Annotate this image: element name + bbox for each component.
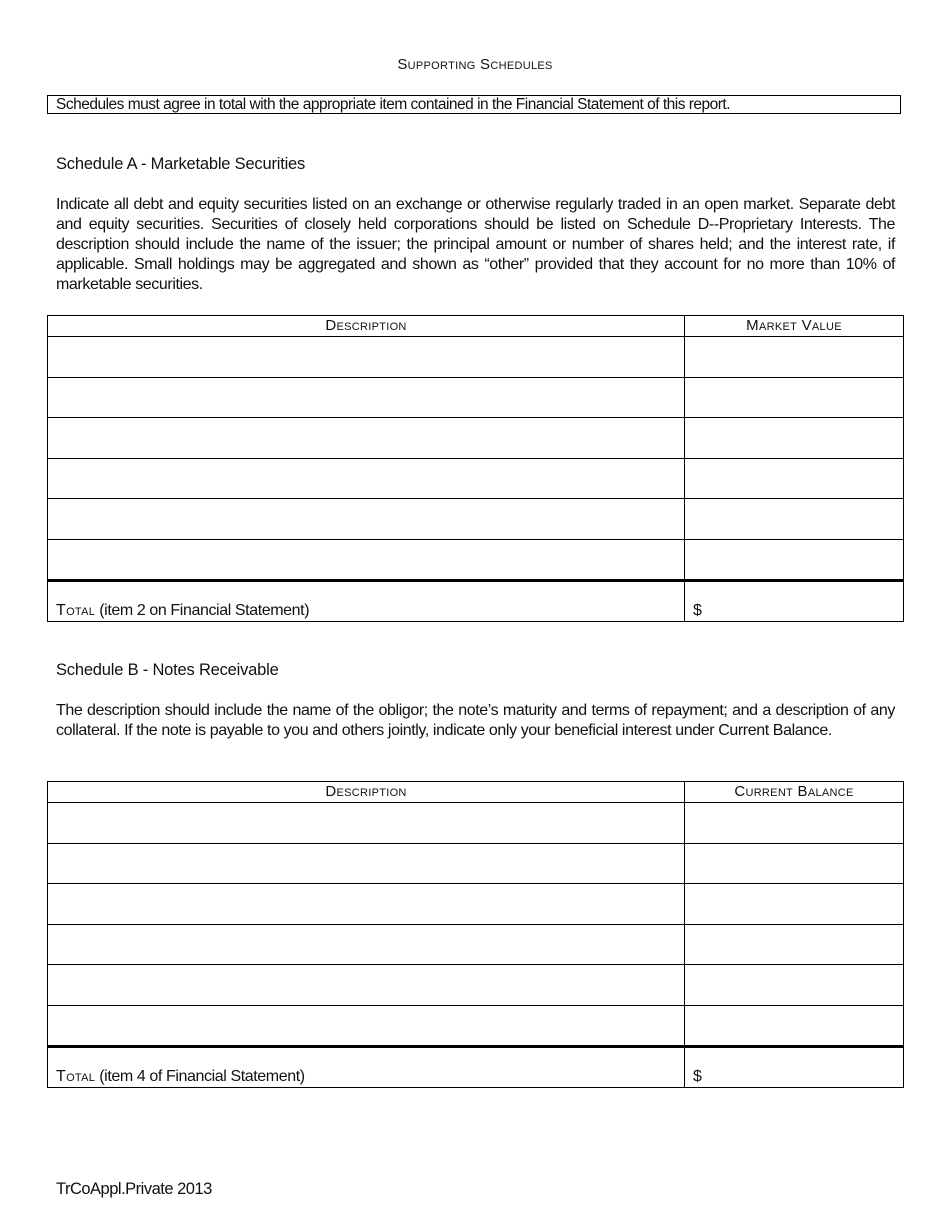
description-cell[interactable] (48, 337, 685, 378)
table-row (48, 499, 904, 540)
current-balance-cell[interactable] (685, 843, 904, 884)
total-label (48, 581, 685, 622)
column-header-description: Description (48, 316, 685, 337)
current-balance-cell[interactable] (685, 884, 904, 925)
footer-form-id: TrCoAppl.Private 2013 (56, 1180, 212, 1198)
total-word: Total (56, 1068, 96, 1085)
description-cell[interactable] (48, 539, 685, 581)
table-row (48, 539, 904, 581)
schedule-b-instructions: The description should include the name of the obligor; the note’s maturity and terms of repayment; and a description of any collateral. If the note is payable to you and others jointly, indicate only your beneficial interest under Current Balance. (56, 702, 895, 739)
table-row (48, 337, 904, 378)
total-row (48, 1047, 904, 1088)
table-row (48, 803, 904, 844)
description-cell[interactable] (48, 843, 685, 884)
schedule-a-table (47, 315, 904, 622)
table-row (48, 418, 904, 459)
schedule-a-heading: Schedule A - Marketable Securities (56, 155, 306, 173)
description-cell[interactable] (48, 924, 685, 965)
schedule-b-heading: Schedule B - Notes Receivable (56, 661, 279, 679)
column-header-market-value: Market Value (685, 316, 904, 337)
description-cell[interactable] (48, 458, 685, 499)
description-cell[interactable] (48, 377, 685, 418)
description-cell[interactable] (48, 965, 685, 1006)
table-row (48, 458, 904, 499)
market-value-cell[interactable] (685, 418, 904, 459)
page-title: Supporting Schedules (397, 56, 553, 73)
description-cell[interactable] (48, 499, 685, 540)
market-value-cell[interactable] (685, 337, 904, 378)
description-cell[interactable] (48, 884, 685, 925)
column-header-description: Description (48, 782, 685, 803)
schedule-b-table (47, 781, 904, 1088)
dollar-sign: $ (693, 602, 702, 619)
market-value-cell[interactable] (685, 539, 904, 581)
market-value-cell[interactable] (685, 377, 904, 418)
description-cell[interactable] (48, 1005, 685, 1047)
column-header-current-balance: Current Balance (685, 782, 904, 803)
description-cell[interactable] (48, 418, 685, 459)
dollar-sign: $ (693, 1068, 702, 1085)
total-row (48, 581, 904, 622)
total-label (48, 1047, 685, 1088)
current-balance-cell[interactable] (685, 1005, 904, 1047)
notice-box: Schedules must agree in total with the appropriate item contained in the Financial Statement of this report. (47, 95, 901, 114)
market-value-cell[interactable] (685, 458, 904, 499)
total-item-reference: (item 4 of Financial Statement) (95, 1068, 305, 1085)
total-amount-field[interactable] (685, 1047, 904, 1088)
current-balance-cell[interactable] (685, 965, 904, 1006)
table-header-row (48, 782, 904, 803)
table-row (48, 965, 904, 1006)
description-cell[interactable] (48, 803, 685, 844)
total-amount-field[interactable] (685, 581, 904, 622)
total-word: Total (56, 602, 96, 619)
market-value-cell[interactable] (685, 499, 904, 540)
total-item-reference: (item 2 on Financial Statement) (95, 602, 310, 619)
table-row (48, 843, 904, 884)
current-balance-cell[interactable] (685, 803, 904, 844)
table-row (48, 884, 904, 925)
table-row (48, 924, 904, 965)
table-row (48, 377, 904, 418)
current-balance-cell[interactable] (685, 924, 904, 965)
schedule-a-instructions: Indicate all debt and equity securities listed on an exchange or otherwise regularly traded in an open market. Separate debt and equity securities. Securities of closely held corporations should be listed on Schedule D--Proprietary Interests. The description should include the name of the issuer; the principal amount or number of shares held; and the interest rate, if applicable. Small holdings may be aggregated and shown as “other” provided that they account for no more than 10% of marketable securities. (56, 196, 895, 293)
table-header-row (48, 316, 904, 337)
table-row (48, 1005, 904, 1047)
